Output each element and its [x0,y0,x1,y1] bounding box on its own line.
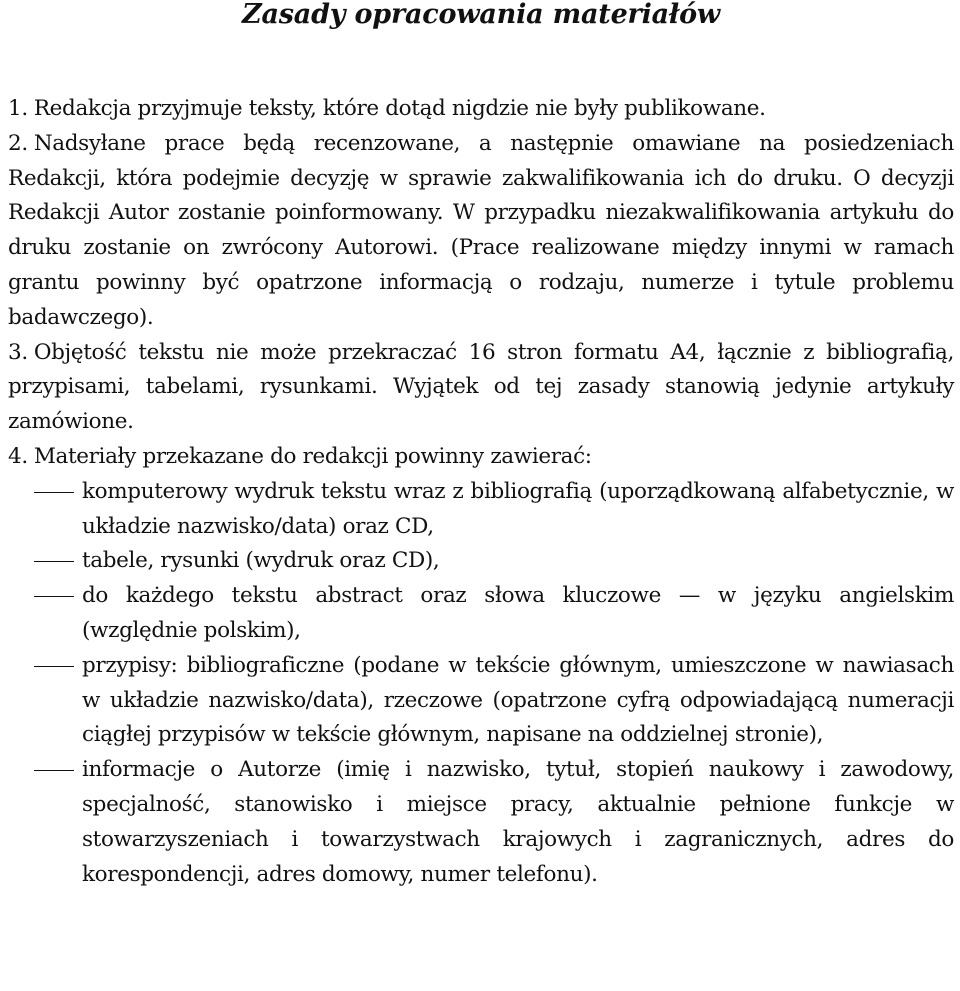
sub-item-text: tabele, rysunki (wydruk oraz CD), [82,548,440,574]
item-text: Nadsyłane prace będą recenzowane, a następnie omawiane na posiedzeniach Redakcji, która podejmie decyzję w sprawie zakwalifikowania ich do druku. O decyzji Redakcji Autor zostanie poinformowany. W przypadku niezakwalifikowania artykułu do druku zostanie on zwrócony Autorowi. (Prace realizowane między innymi w ramach grantu powinny być opatrzone informacją o rodzaju, numerze i tytule problemu badawczego). [8,130,954,330]
item-text: Redakcja przyjmuje teksty, które dotąd nigdzie nie były publikowane. [33,96,766,121]
sub-item-author-info [8,753,954,892]
sub-item-text: do każdego tekstu abstract oraz słowa kluczowe — w języku angielskim (względnie polskim), [82,583,954,643]
item-number: 2. [8,130,28,156]
item-text: Materiały przekazane do redakcji powinny zawierać: [33,443,592,469]
materials-list [8,475,954,893]
dash-marker [34,561,74,562]
document-body [8,92,954,892]
sub-item-tables [8,544,954,579]
sub-item-text: przypisy: bibliograficzne (podane w tekście głównym, umieszczone w nawiasach w układzie nazwisko/data), rzeczowe (opatrzone cyfrą odpowiadającą numeracji ciągłej przypisów w tekście głównym, napisane na oddzielnej stronie), [82,652,954,748]
item-number: 1. [8,96,28,121]
sub-item-text: komputerowy wydruk tekstu wraz z bibliografią (uporządkowaną alfabetycznie, w układzie nazwisko/data) oraz CD, [82,478,954,539]
item-number: 3. [8,339,28,365]
list-item-3 [8,336,954,440]
sub-item-abstract [8,579,954,649]
sub-item-footnotes [8,649,954,753]
sub-item-text: informacje o Autorze (imię i nazwisko, tytuł, stopień naukowy i zawodowy, specjalność, stanowisko i miejsce pracy, aktualnie pełnione funkcje w stowarzyszeniach i towarzystwach krajowych i zagranicznych, adres do korespondencji, adres domowy, numer telefonu). [82,757,954,887]
list-item-2 [8,127,954,336]
item-number: 4. [8,443,28,469]
list-item-4 [8,440,954,475]
page-title: Zasady opracowania materiałów [242,0,720,30]
dash-marker [34,596,74,597]
dash-marker [34,492,74,493]
item-text: Objętość tekstu nie może przekraczać 16 stron formatu A4, łącznie z bibliografią, przypisami, tabelami, rysunkami. Wyjątek od tej zasady stanowią jedynie artykuły zamówione. [8,339,954,435]
sub-item-printout [8,475,954,545]
list-item-1 [8,92,954,127]
dash-marker [34,770,74,771]
dash-marker [34,666,74,667]
